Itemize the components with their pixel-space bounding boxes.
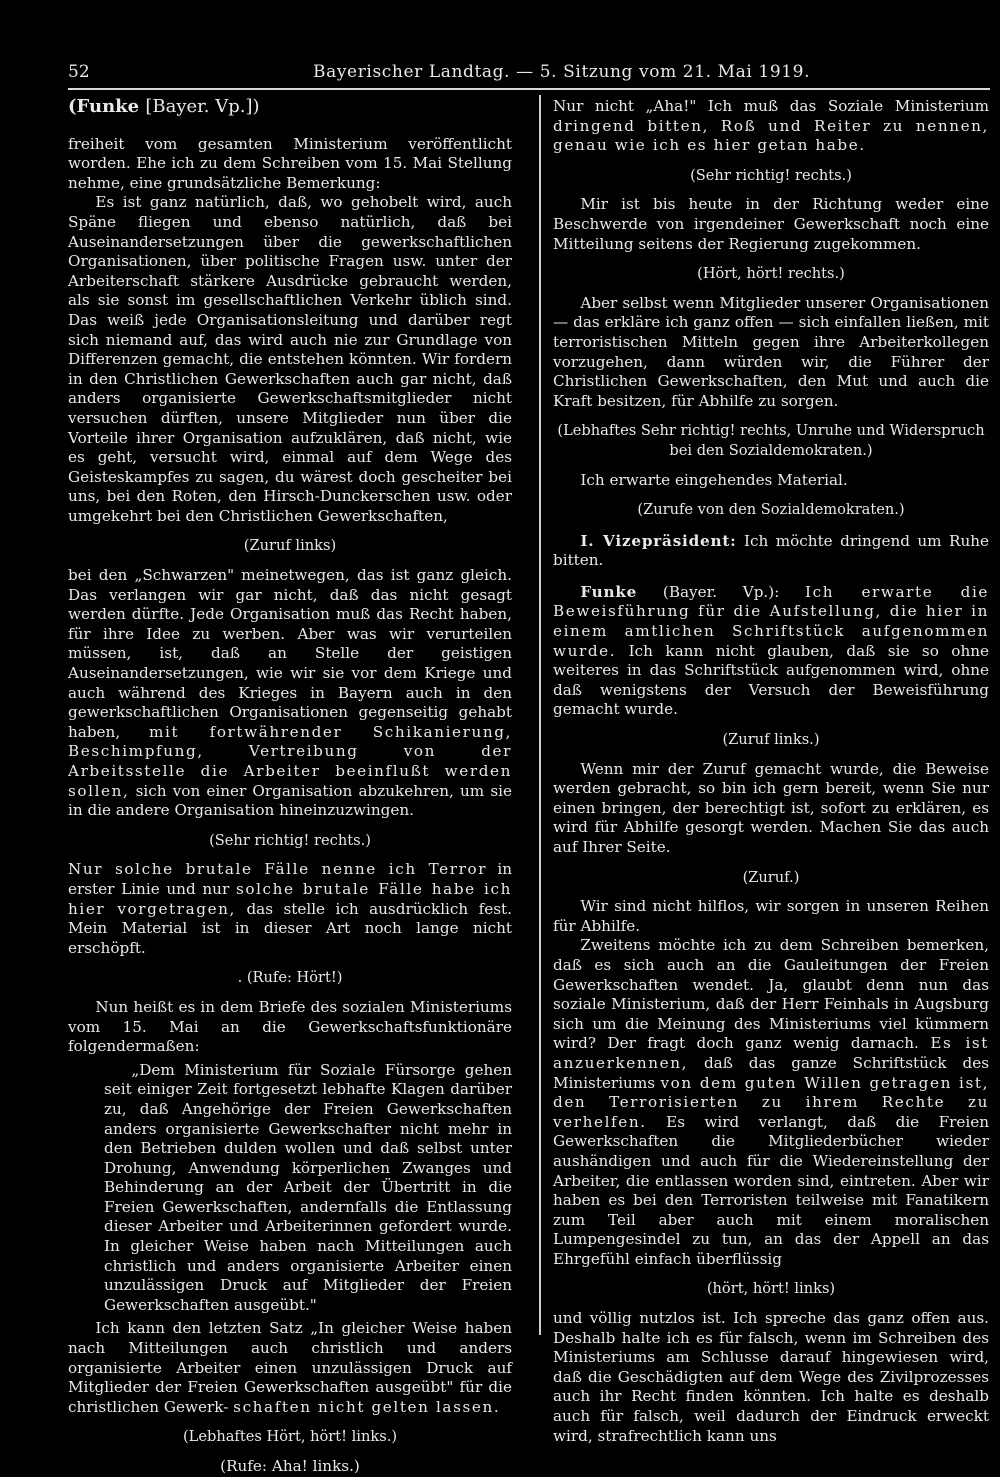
speaker-party: [Bayer. Vp.]) bbox=[145, 96, 260, 117]
text-run: daß das ganze Schriftstück des Ministeriums bbox=[553, 1053, 990, 1092]
paragraph: Wenn mir der Zuruf gemacht wurde, die Beweise werden gebracht, so bin ich gern bereit, wenn Sie nur einen bringen, der berechtigt ist, sofort zu erklären, es wird für Abhilfe gesorgt werden. Machen Sie das auch auf Ihrer Seite. bbox=[553, 759, 989, 856]
emphasized-text: schaften nicht gelten lassen. bbox=[233, 1397, 501, 1416]
text-run: Ich kann nicht glauben, daß sie so ohne weiteres in das Schriftstück aufgenommen wird, ohne daß wenigstens der Versuch der Beweisführung gemacht wurde. bbox=[553, 641, 989, 719]
column-divider bbox=[539, 95, 541, 1335]
interjection: (Sehr richtig! rechts.) bbox=[209, 831, 371, 849]
emphasized-text: von dem guten Willen getragen ist, den Terrorisierten zu ihrem Rechte zu verhelfen. bbox=[553, 1073, 989, 1131]
paragraph: Aber selbst wenn Mitglieder unserer Organisationen — das erkläre ich ganz offen — sich einfallen ließen, mit terroristischen Mitteln gegen ihre Arbeiterkollegen vorzugehen, dann würden wir, die Führer der Christlichen Gewerkschaften, den Mut und auch die Kraft besitzen, für Abhilfe zu sorgen. bbox=[553, 293, 989, 410]
interjection: . (Rufe: Hört!) bbox=[237, 969, 343, 987]
text-run: das stelle ich ausdrücklich fest. Mein Material ist in dieser Art noch lange nicht erschöpft. bbox=[68, 899, 512, 957]
speaker-label: I. Vizepräsident: bbox=[580, 531, 737, 550]
speaker-party: (Bayer. Vp.): bbox=[662, 582, 780, 601]
page-header bbox=[68, 60, 990, 90]
speaker-name: (Funke bbox=[68, 96, 140, 117]
paragraph: Nun heißt es in dem Briefe des sozialen Ministeriums vom 15. Mai an die Gewerkschaftsfunktionäre folgendermaßen: bbox=[68, 997, 512, 1056]
paragraph: Wir sind nicht hilflos, wir sorgen in unseren Reihen für Abhilfe. bbox=[553, 897, 989, 935]
quotation: „Dem Ministerium für Soziale Fürsorge gehen seit einiger Zeit fortgesetzt lebhafte Klagen darüber zu, daß Angehörige der Freien Gewerkschaften anders organisierte Gewerkschafter nicht mehr in den Betrieben dulden wollen und daß selbst unter Drohung, Anwendung körperlichen Zwanges und Behinderung an der Arbeit der Übertritt in die Freien Gewerkschaften, andernfalls die Entlassung dieser Arbeiter und Arbeiterinnen gefordert wurde. In gleicher Weise haben nach Mitteilungen auch christlich und anders organisierte Arbeiter einen unzulässigen Druck auf Mitglieder der Freien Gewerkschaften ausgeübt." bbox=[104, 1060, 512, 1314]
paragraph bbox=[553, 936, 989, 1269]
text-run: sich von einer Organisation abzukehren, um sie in die andere Organisation hineinzuzwingen. bbox=[68, 781, 513, 820]
interjection: (hört, hört! links) bbox=[706, 1280, 836, 1298]
text-run: Ich kann den letzten Satz „In gleicher Weise haben nach Mitteilungen auch christlich und anders organisierte Arbeiter einen unzulässigen Druck auf Mitglieder der Freien Gewerkschaften ausgeübt" für die christlichen Gewerk- bbox=[68, 1319, 512, 1416]
paragraph bbox=[553, 97, 989, 156]
text-run: Ich möchte dringend um Ruhe bitten. bbox=[553, 531, 989, 570]
speaker-heading bbox=[68, 97, 512, 117]
text-run: bei den „Schwarzen" meinetwegen, das ist ganz gleich. Das verlangen wir gar nicht, daß das nicht gesagt werden dürfte. Jede Organisation muß das Recht haben, für ihre Idee zu werben. Aber was wir verurteilen müssen, ist, daß an Stelle der geistigen Auseinandersetzungen, wie wir sie vor dem Kriege und auch während des Krieges in Bayern auch in den gewerkschaftlichen Organisationen gegenseitig gehabt haben, bbox=[68, 566, 512, 741]
paragraph bbox=[553, 532, 989, 571]
emphasized-text: mit fortwährender Schikanierung, Beschimpfung, Vertreibung von der Arbeitsstelle die Arbeiter beeinflußt werden sollen, bbox=[68, 722, 512, 800]
interjection: (Zuruf links) bbox=[243, 537, 337, 555]
paragraph: und völlig nutzlos ist. Ich spreche das ganz offen aus. Deshalb halte ich es für falsch, wenn im Schreiben des Ministeriums am Schlusse darauf hingewiesen wird, daß die Geschädigten auf dem Wege des Zivilprozesses auch ihr Recht finden könnten. Ich halte es deshalb auch für falsch, weil dadurch der Eindruck erweckt wird, strafrechtlich kann uns bbox=[553, 1309, 989, 1445]
text-run: Nur nicht „Aha!" Ich muß das Soziale Ministerium bbox=[553, 97, 989, 115]
paragraph: Ich erwarte eingehendes Material. bbox=[580, 470, 848, 489]
emphasized-text: Es ist anzuerkennen, bbox=[553, 1034, 990, 1072]
right-column bbox=[553, 97, 989, 1446]
paragraph bbox=[68, 1319, 512, 1417]
interjection: (Rufe: Aha! links.) bbox=[220, 1457, 360, 1475]
paragraph: freiheit vom gesamten Ministerium veröffentlicht worden. Ehe ich zu dem Schreiben vom 15. Mai Stellung nehme, eine grundsätzliche Bemerkung: bbox=[68, 134, 512, 192]
paragraph: Mir ist bis heute in der Richtung weder eine Beschwerde von irgendeiner Gewerkschaft noch eine Mitteilung seitens der Regierung zugekommen. bbox=[553, 195, 989, 253]
speaker-label: Funke bbox=[580, 582, 638, 601]
emphasized-text: Nur solche brutale Fälle nenne ich Terror bbox=[68, 860, 488, 879]
paragraph: Es ist ganz natürlich, daß, wo gehobelt wird, auch Späne fliegen und ebenso natürlich, daß bei Auseinandersetzungen über die gewerkschaftlichen Organisationen, über politische Fragen usw. unter der Arbeiterschaft stärkere Ausdrücke gebraucht werden, als sie sonst im gesellschaftlichen Verkehr üblich sind. Das weiß jede Organisationsleitung und darüber regt sich niemand auf, das wird auch nie zur Grundlage von Differenzen gemacht, die entstehen könnten. Wir fordern in den Christlichen Gewerkschaften auch gar nicht, daß anders organisierte Gewerkschaftsmitglieder nicht versuchen dürften, unsere Mitglieder nun über die Vorteile ihrer Organisation aufzuklären, daß nicht, wie es geht, versucht wird, einmal auf dem Wege des Geisteskampfes zu sagen, du wärest doch gescheiter bei uns, bei den Roten, den Hirsch-Dunckerschen usw. oder umgekehrt bei den Christlichen Gewerkschaften, bbox=[68, 193, 512, 525]
paragraph bbox=[68, 566, 512, 821]
text-run: Es wird verlangt, daß die Freien Gewerkschaften die Mitgliederbücher wieder aushändigen und auch für die Wiedereinstellung der Arbeiter, die entlassen worden sind, eintreten. Aber wir haben es bei den Terroristen teilweise mit Fanatikern zum Teil aber auch mit einem moralischen Lumpengesindel zu tun, an das der Appell an das Ehrgefühl einfach überflüssig bbox=[553, 1112, 989, 1268]
paragraph bbox=[553, 583, 989, 720]
interjection: (Lebhaftes Sehr richtig! rechts, Unruhe und Widerspruch bei den Sozialdemokraten.) bbox=[557, 422, 985, 459]
page-number: 52 bbox=[68, 62, 90, 82]
running-title: Bayerischer Landtag. — 5. Sitzung vom 21. Mai 1919. bbox=[313, 62, 811, 82]
interjection: (Sehr richtig! rechts.) bbox=[690, 166, 852, 184]
emphasized-text: solche brutale Fälle habe ich hier vorgetragen, bbox=[68, 879, 512, 918]
left-column bbox=[68, 97, 512, 1477]
interjection: (Zurufe von den Sozialdemokraten.) bbox=[637, 501, 905, 519]
emphasized-text: dringend bitten, Roß und Reiter zu nennen, genau wie ich es hier getan habe. bbox=[553, 116, 989, 155]
interjection: (Lebhaftes Hört, hört! links.) bbox=[182, 1428, 398, 1446]
interjection: (Hört, hört! rechts.) bbox=[697, 265, 845, 283]
text-run: in erster Linie und nur bbox=[68, 860, 513, 898]
interjection: (Zuruf.) bbox=[742, 868, 800, 886]
emphasized-text: Ich erwarte die Beweisführung für die Aufstellung, die hier in einem amtlichen Schriftstück aufgenommen wurde. bbox=[553, 582, 990, 660]
paragraph bbox=[68, 860, 512, 958]
interjection: (Zuruf links.) bbox=[722, 731, 820, 749]
text-run: Zweitens möchte ich zu dem Schreiben bemerken, daß es sich auch an die Gauleitungen der Freien Gewerkschaften wendet. Ja, glaubt denn nun das soziale Ministerium, daß der Herr Feinhals in Augsburg sich um die Meinung des Ministeriums viel kümmern wird? Der fragt doch ganz wenig darnach. bbox=[553, 936, 989, 1053]
